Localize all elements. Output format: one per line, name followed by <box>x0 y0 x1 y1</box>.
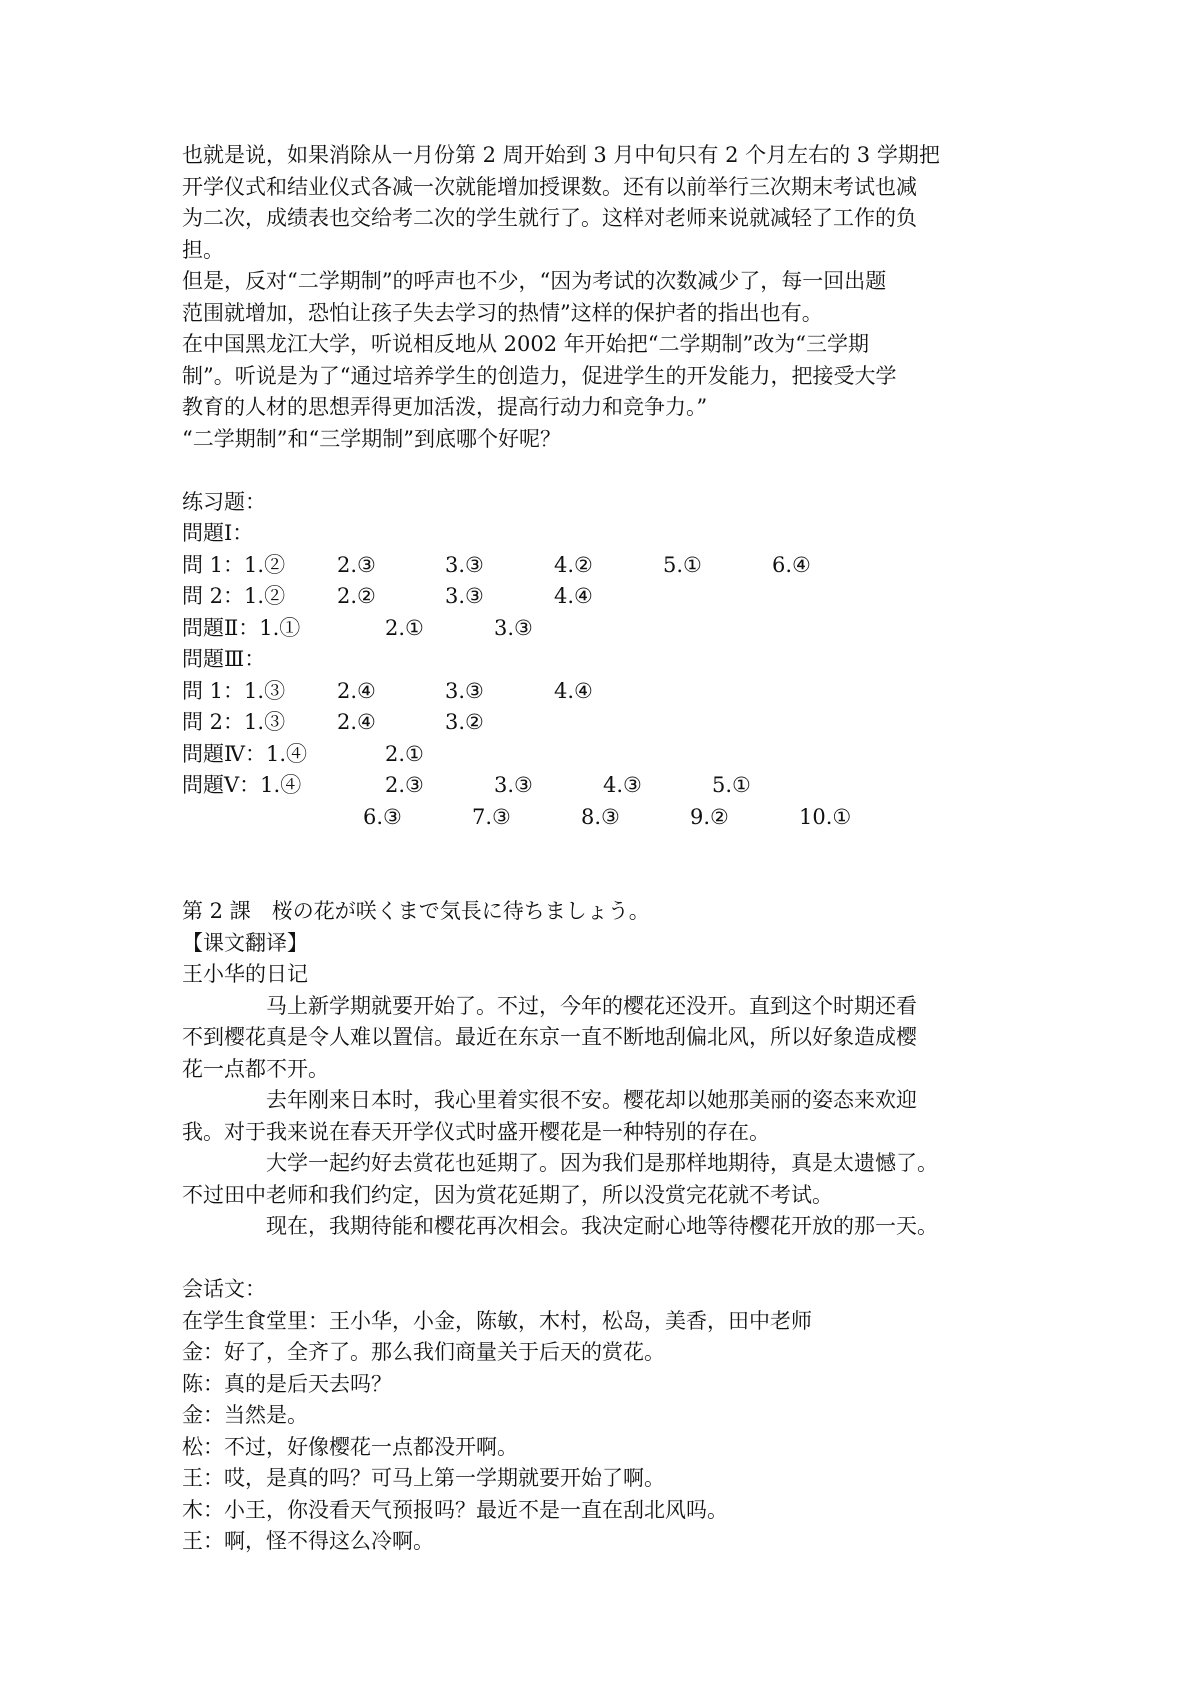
conversation-line: 陈：真的是后天去吗？ <box>182 1371 392 1396</box>
text-line: 为二次，成绩表也交给考二次的学生就行了。这样对老师来说就减轻了工作的负 <box>182 206 917 230</box>
answer-row-q2 <box>182 613 1022 645</box>
answer-item: 問 1：1.② <box>182 552 286 577</box>
conversation <box>182 1306 1022 1558</box>
answer-item: 2.① <box>385 615 424 640</box>
answer-row-q3-2 <box>182 707 1022 739</box>
answer-item: 2.② <box>337 584 376 608</box>
text-line: 大学一起约好去赏花也延期了。因为我们是那样地期待，真是太遗憾了。 <box>266 1151 938 1175</box>
text-line: 教育的人材的思想弄得更加活泼，提高行动力和竞争力。” <box>182 395 708 419</box>
conversation-line: 王：啊，怪不得这么冷啊。 <box>182 1529 434 1553</box>
answer-item: 問題Ⅴ：1.④ <box>182 773 302 797</box>
answer-item: 4.④ <box>554 584 593 608</box>
answer-item: 7.③ <box>472 804 511 829</box>
paragraph-opposition <box>182 266 1022 329</box>
spacer <box>182 833 1022 896</box>
diary-paragraph-4: 现在，我期待能和樱花再次相会。我决定耐心地等待樱花开放的那一天。 <box>266 1214 938 1238</box>
answer-item: 2.③ <box>385 773 424 797</box>
answer-item: 6.③ <box>363 804 402 829</box>
answer-row-q4 <box>182 739 1022 771</box>
text-line: 不到樱花真是令人难以置信。最近在东京一直不断地刮偏北风，所以好象造成樱 <box>182 1025 917 1049</box>
answer-row-q3-1 <box>182 676 1022 708</box>
question-1-heading: 問題Ⅰ： <box>182 521 254 545</box>
conversation-line: 木：小王，你没看天气预报吗？最近不是一直在刮北风吗。 <box>182 1497 728 1522</box>
diary-title: 王小华的日记 <box>182 962 308 986</box>
answer-item: 6.④ <box>772 552 811 577</box>
diary-paragraph-1 <box>182 991 1022 1086</box>
paragraph-semester-benefits <box>182 140 1022 266</box>
answer-item: 2.④ <box>337 678 376 703</box>
text-line: 开学仪式和结业仪式各减一次就能增加授课数。还有以前举行三次期末考试也减 <box>182 174 917 199</box>
translation-heading: 【课文翻译】 <box>182 930 308 955</box>
text-line: 马上新学期就要开始了。不过，今年的樱花还没开。直到这个时期还看 <box>266 993 917 1018</box>
answer-item: 5.① <box>663 552 702 577</box>
answer-item: 3.③ <box>494 773 533 797</box>
answer-row-q1-1 <box>182 550 1022 582</box>
exercise-heading: 练习题： <box>182 489 266 514</box>
text-line: 我。对于我来说在春天开学仪式时盛开樱花是一种特别的存在。 <box>182 1119 770 1144</box>
answer-item: 3.② <box>445 710 484 734</box>
answer-row-q5-2 <box>182 802 1022 834</box>
answer-item: 9.② <box>690 804 729 829</box>
conversation-heading: 会话文： <box>182 1277 266 1301</box>
conversation-line: 在学生食堂里：王小华，小金，陈敏，木村，松岛，美香，田中老师 <box>182 1308 812 1333</box>
paragraph-question: “二学期制”和“三学期制”到底哪个好呢？ <box>182 426 561 451</box>
answer-item: 5.① <box>712 773 751 797</box>
text-line: 范围就增加，恐怕让孩子失去学习的热情”这样的保护者的指出也有。 <box>182 300 823 325</box>
answer-item: 問 2：1.② <box>182 584 286 608</box>
text-line: 但是，反对“二学期制”的呼声也不少，“因为考试的次数减少了，每一回出题 <box>182 269 887 293</box>
text-line: 在中国黑龙江大学，听说相反地从 2002 年开始把“二学期制”改为“三学期 <box>182 332 869 356</box>
answer-item: 問題Ⅳ：1.④ <box>182 741 308 766</box>
answer-item: 8.③ <box>581 804 620 829</box>
text-line: 不过田中老师和我们约定，因为赏花延期了，所以没赏完花就不考试。 <box>182 1182 833 1207</box>
conversation-line: 松：不过，好像樱花一点都没开啊。 <box>182 1434 518 1459</box>
answer-item: 4.② <box>554 552 593 577</box>
answer-item: 10.① <box>799 804 852 829</box>
answer-item: 4.③ <box>603 773 642 797</box>
text-line: 花一点都不开。 <box>182 1056 329 1081</box>
answer-item: 4.④ <box>554 678 593 703</box>
diary-paragraph-2 <box>182 1085 1022 1148</box>
question-3-heading: 問題Ⅲ： <box>182 647 266 671</box>
spacer <box>182 1243 1022 1275</box>
diary-paragraph-3 <box>182 1148 1022 1211</box>
answer-item: 3.③ <box>445 584 484 608</box>
answer-item: 3.③ <box>445 678 484 703</box>
answer-row-q5-1 <box>182 770 1022 802</box>
text-line: 也就是说，如果消除从一月份第 2 周开始到 3 月中旬只有 2 个月左右的 3 学期把 <box>182 143 940 167</box>
answer-row-q1-2 <box>182 581 1022 613</box>
answer-item: 問題Ⅱ：1.① <box>182 615 301 640</box>
text-line: 制”。听说是为了“通过培养学生的创造力，促进学生的开发能力，把接受大学 <box>182 363 897 388</box>
conversation-line: 金：当然是。 <box>182 1403 308 1427</box>
text-line: 去年刚来日本时，我心里着实很不安。樱花却以她那美丽的姿态来欢迎 <box>266 1088 917 1112</box>
paragraph-heilongjiang <box>182 329 1022 424</box>
answer-item: 2.① <box>385 741 424 766</box>
answer-item: 問 2：1.③ <box>182 710 286 734</box>
answer-item: 2.③ <box>337 552 376 577</box>
conversation-line: 金：好了，全齐了。那么我们商量关于后天的赏花。 <box>182 1340 665 1364</box>
document-body <box>182 140 1022 1558</box>
answer-item: 3.③ <box>445 552 484 577</box>
answer-item: 3.③ <box>494 615 533 640</box>
lesson-title: 第 2 課 桜の花が咲くまで気長に待ちましょう。 <box>182 899 650 923</box>
spacer <box>182 455 1022 487</box>
answer-item: 問 1：1.③ <box>182 678 286 703</box>
text-line: 担。 <box>182 237 224 262</box>
conversation-line: 王：哎，是真的吗？可马上第一学期就要开始了啊。 <box>182 1466 665 1490</box>
answer-item: 2.④ <box>337 710 376 734</box>
